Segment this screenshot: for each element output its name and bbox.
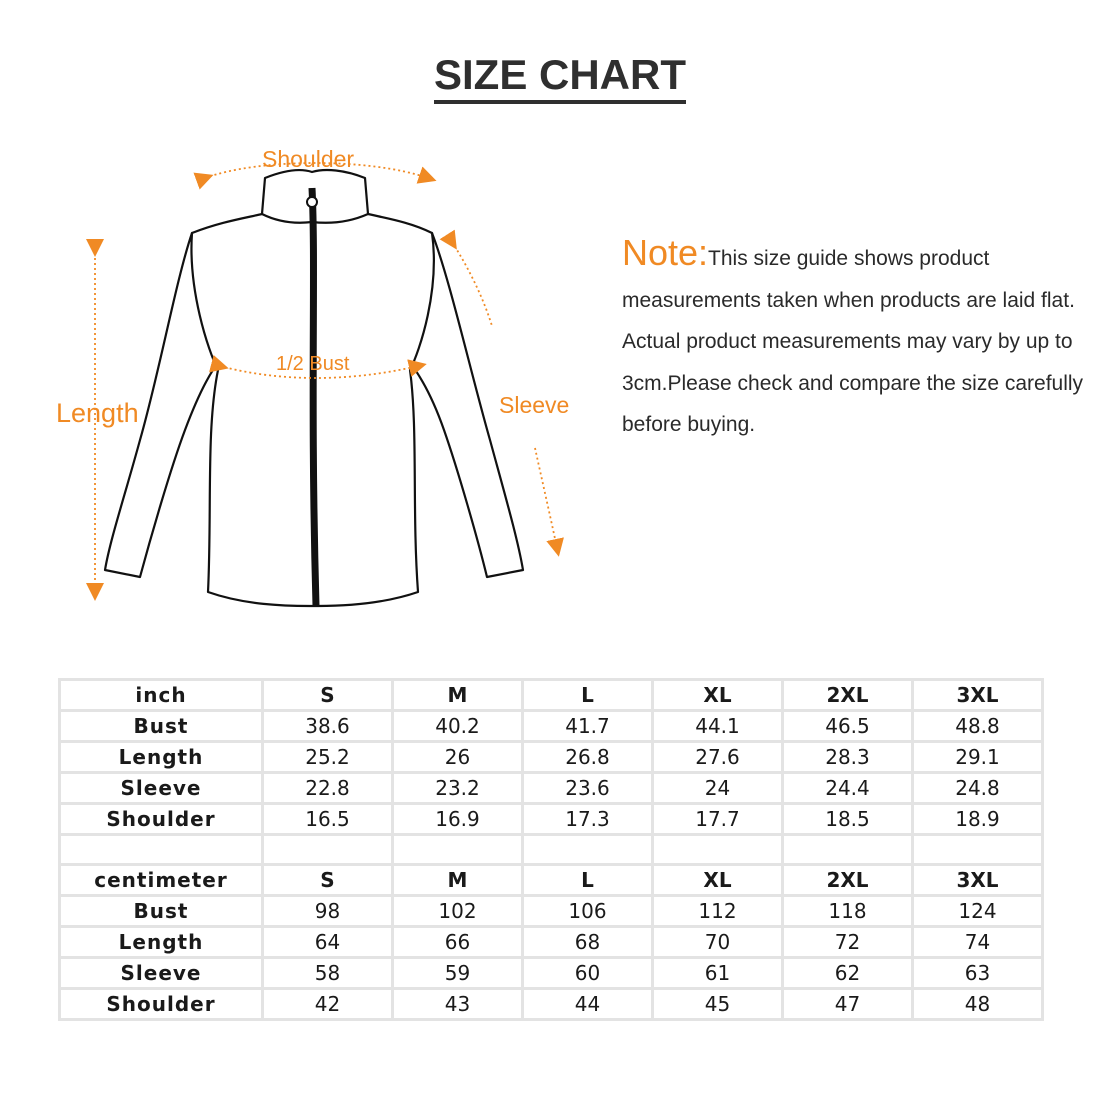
spacer-row — [60, 835, 1043, 865]
table-cell: 18.9 — [913, 804, 1043, 835]
sleeve-arrow-top — [452, 242, 492, 326]
table-row — [60, 958, 1043, 989]
table-row — [60, 773, 1043, 804]
size-header: M — [393, 680, 523, 711]
note-block — [622, 232, 1092, 446]
table-cell: 23.6 — [523, 773, 653, 804]
table-cell: 17.3 — [523, 804, 653, 835]
table-cell: 24 — [653, 773, 783, 804]
table-cell: 63 — [913, 958, 1043, 989]
zipper-line — [312, 188, 316, 606]
table-cell: 45 — [653, 989, 783, 1020]
table-cell: 41.7 — [523, 711, 653, 742]
table-cell: 46.5 — [783, 711, 913, 742]
table-cell: 26 — [393, 742, 523, 773]
row-label: Shoulder — [60, 804, 263, 835]
table-cell: 29.1 — [913, 742, 1043, 773]
table-cell: 23.2 — [393, 773, 523, 804]
table-cell: 102 — [393, 896, 523, 927]
table-cell: 68 — [523, 927, 653, 958]
table-header-row — [60, 865, 1043, 896]
table-cell: 61 — [653, 958, 783, 989]
table-cell: 66 — [393, 927, 523, 958]
size-header: 3XL — [913, 680, 1043, 711]
table-cell: 27.6 — [653, 742, 783, 773]
table-cell: 38.6 — [263, 711, 393, 742]
length-label: Length — [56, 398, 139, 428]
row-label: Bust — [60, 711, 263, 742]
table-row — [60, 989, 1043, 1020]
table-cell: 58 — [263, 958, 393, 989]
table-cell: 72 — [783, 927, 913, 958]
spacer-cell — [523, 835, 653, 865]
table-cell: 60 — [523, 958, 653, 989]
table-cell: 25.2 — [263, 742, 393, 773]
spacer-cell — [263, 835, 393, 865]
row-label: Sleeve — [60, 958, 263, 989]
size-header: 2XL — [783, 865, 913, 896]
note-text: This size guide shows product measurements taken when products are laid flat. Actual product measurements may vary by up to 3cm.Please check and compare the size carefully before buying. — [622, 247, 1084, 436]
table-cell: 118 — [783, 896, 913, 927]
table-cell: 47 — [783, 989, 913, 1020]
table-cell: 48.8 — [913, 711, 1043, 742]
table-row — [60, 927, 1043, 958]
size-header: 3XL — [913, 865, 1043, 896]
table-cell: 98 — [263, 896, 393, 927]
spacer-cell — [60, 835, 263, 865]
shoulder-label: Shoulder — [262, 146, 355, 172]
table-row — [60, 804, 1043, 835]
table-row — [60, 742, 1043, 773]
bust-label: 1/2 Bust — [276, 353, 350, 375]
table-cell: 62 — [783, 958, 913, 989]
table-row — [60, 711, 1043, 742]
size-header: XL — [653, 680, 783, 711]
row-label: Sleeve — [60, 773, 263, 804]
table-cell: 44.1 — [653, 711, 783, 742]
table-cell: 112 — [653, 896, 783, 927]
table-cell: 44 — [523, 989, 653, 1020]
table-cell: 124 — [913, 896, 1043, 927]
note-label: Note: — [622, 232, 709, 273]
unit-label: centimeter — [60, 865, 263, 896]
table-cell: 70 — [653, 927, 783, 958]
table-cell: 43 — [393, 989, 523, 1020]
table-cell: 42 — [263, 989, 393, 1020]
table-cell: 22.8 — [263, 773, 393, 804]
table-cell: 40.2 — [393, 711, 523, 742]
size-header: L — [523, 865, 653, 896]
row-label: Shoulder — [60, 989, 263, 1020]
row-label: Bust — [60, 896, 263, 927]
table-cell: 16.9 — [393, 804, 523, 835]
size-header: S — [263, 865, 393, 896]
size-chart-title-wrap — [0, 52, 1120, 104]
table-cell: 106 — [523, 896, 653, 927]
sleeve-arrow-bottom — [535, 448, 557, 548]
size-header: S — [263, 680, 393, 711]
table-cell: 59 — [393, 958, 523, 989]
table-cell: 64 — [263, 927, 393, 958]
table-cell: 48 — [913, 989, 1043, 1020]
table-cell: 26.8 — [523, 742, 653, 773]
size-header: XL — [653, 865, 783, 896]
table-header-row — [60, 680, 1043, 711]
size-header: 2XL — [783, 680, 913, 711]
size-table-inch — [58, 678, 1044, 1021]
spacer-cell — [393, 835, 523, 865]
unit-label: inch — [60, 680, 263, 711]
table-cell: 17.7 — [653, 804, 783, 835]
row-label: Length — [60, 742, 263, 773]
size-header: L — [523, 680, 653, 711]
spacer-cell — [913, 835, 1043, 865]
jacket-illustration — [0, 130, 600, 630]
spacer-cell — [783, 835, 913, 865]
spacer-cell — [653, 835, 783, 865]
sleeve-label: Sleeve — [499, 392, 570, 418]
size-header: M — [393, 865, 523, 896]
table-cell: 16.5 — [263, 804, 393, 835]
table-cell: 28.3 — [783, 742, 913, 773]
table-row — [60, 896, 1043, 927]
table-cell: 18.5 — [783, 804, 913, 835]
row-label: Length — [60, 927, 263, 958]
table-cell: 74 — [913, 927, 1043, 958]
table-cell: 24.4 — [783, 773, 913, 804]
page-title: SIZE CHART — [434, 52, 686, 104]
jacket-diagram — [0, 130, 600, 630]
table-cell: 24.8 — [913, 773, 1043, 804]
